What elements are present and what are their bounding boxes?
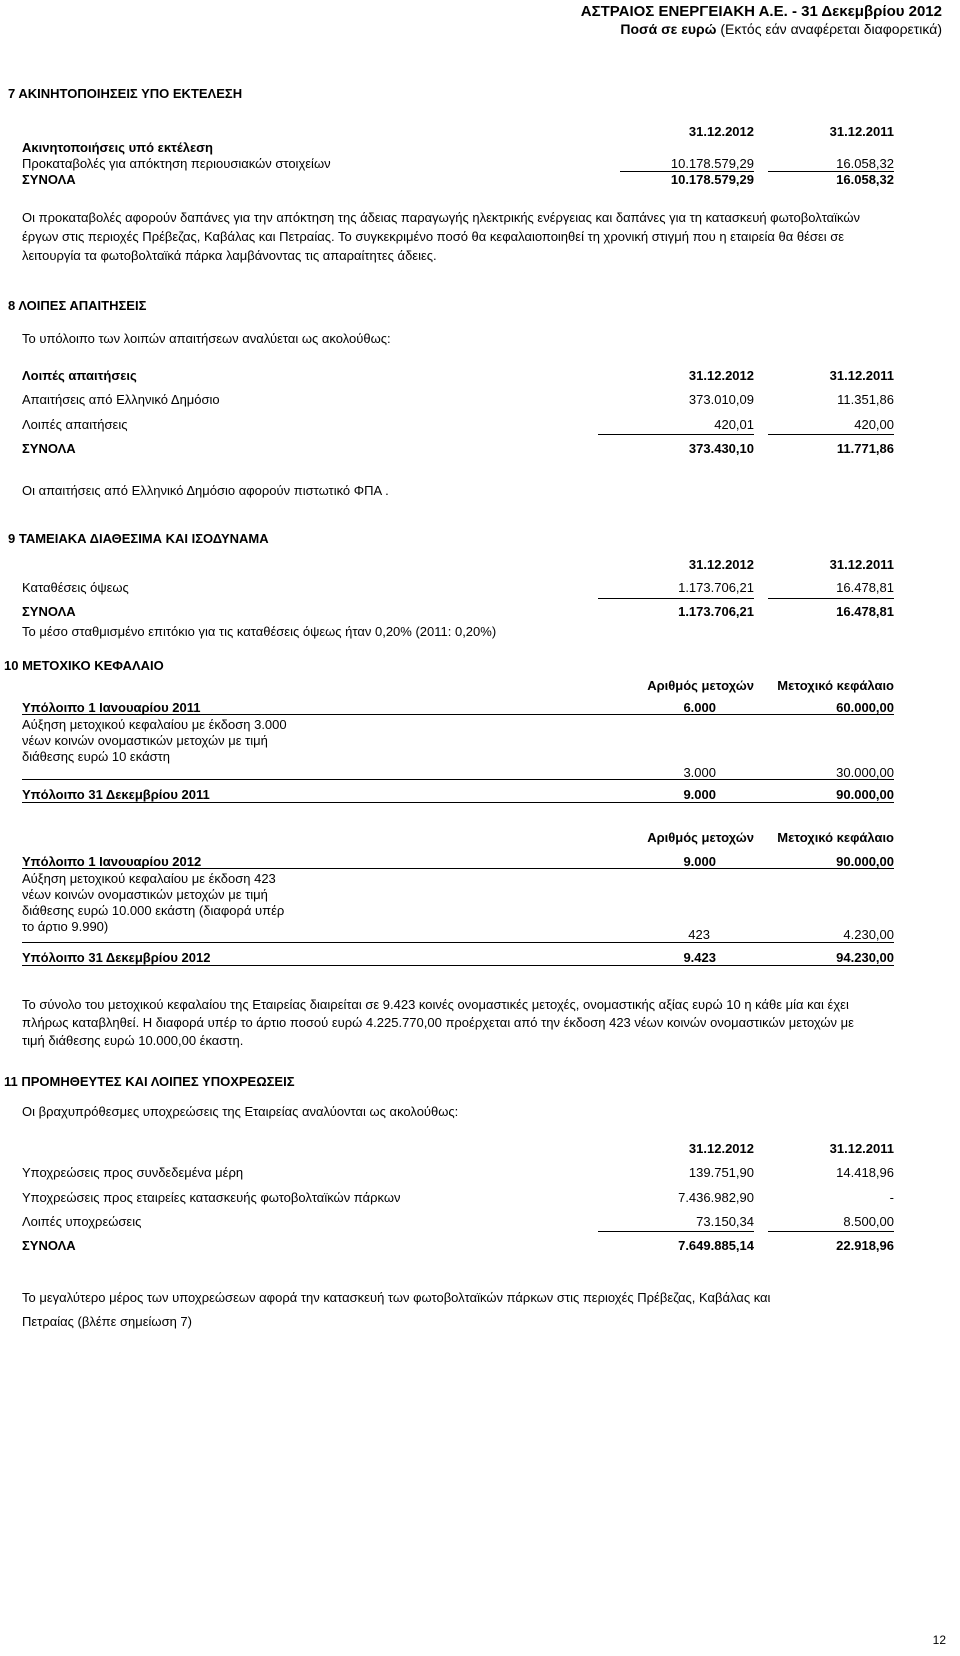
s7-total-v2: 16.058,32 [836, 172, 894, 187]
s8-col-2012: 31.12.2012 [688, 368, 754, 383]
s11-total-v2: 22.918,96 [836, 1238, 894, 1253]
s10-t2-inc-line2: νέων κοινών ονομαστικών μετοχών με τιμή [22, 887, 268, 902]
section-8-title: 8 ΛΟΙΠΕΣ ΑΠΑΙΤΗΣΕΙΣ [8, 298, 147, 313]
s11-row1-v1: 139.751,90 [688, 1165, 754, 1180]
s8-total-v2: 11.771,86 [836, 441, 894, 456]
s10-t1-inc-shares: 3.000 [683, 765, 716, 780]
s11-col-2012: 31.12.2012 [688, 1141, 754, 1156]
s10-t1-inc-rule [22, 779, 894, 780]
s9-total-rule-2 [768, 598, 894, 599]
s11-row2-v1: 7.436.982,90 [678, 1190, 754, 1205]
section-10-title: 10 ΜΕΤΟΧΙΚΟ ΚΕΦΑΛΑΙΟ [4, 658, 164, 673]
s7-total-label: ΣΥΝΟΛΑ [22, 172, 76, 187]
section-9-title: 9 ΤΑΜΕΙΑΚΑ ΔΙΑΘΕΣΙΜΑ ΚΑΙ ΙΣΟΔΥΝΑΜΑ [8, 531, 269, 546]
s7-row1-v2: 16.058,32 [836, 156, 894, 171]
s7-total-v1: 10.178.579,29 [670, 172, 754, 187]
s11-total-rule-2 [768, 1231, 894, 1232]
s11-row1-v2: 14.418,96 [836, 1165, 894, 1180]
s7-col-2012: 31.12.2012 [688, 124, 754, 139]
s11-col-2011: 31.12.2011 [829, 1141, 894, 1156]
s11-row3-v1: 73.150,34 [696, 1214, 754, 1229]
s8-row2-label: Λοιπές απαιτήσεις [22, 417, 128, 432]
s10-t1-inc-line3: διάθεσης ευρώ 10 εκάστη [22, 749, 170, 764]
s8-total-label: ΣΥΝΟΛΑ [22, 441, 76, 456]
s10-t1-col-shares: Αριθμός μετοχών [647, 678, 754, 693]
s11-row3-label: Λοιπές υποχρεώσεις [22, 1214, 142, 1229]
s10-t2-inc-line3: διάθεσης ευρώ 10.000 εκάστη (διαφορά υπέρ [22, 903, 285, 918]
currency-note [620, 22, 942, 37]
s8-col-2011: 31.12.2011 [829, 368, 894, 383]
s8-note: Οι απαιτήσεις από Ελληνικό Δημόσιο αφορούν πιστωτικό ΦΠΑ . [22, 483, 389, 498]
page-number: 12 [932, 1633, 946, 1647]
s10-t2-inc-line4: το άρτιο 9.990) [22, 919, 109, 934]
s7-para-line3: λειτουργία τα φωτοβολταϊκά πάρκα λαμβάνοντας τις απαραίτητες άδειες. [22, 248, 437, 263]
s10-t2-open-rule [22, 868, 894, 869]
s9-total-rule-1 [598, 598, 754, 599]
s10-t2-col-shares: Αριθμός μετοχών [647, 830, 754, 845]
s7-row1-label: Προκαταβολές για απόκτηση περιουσιακών στοιχείων [22, 156, 331, 171]
s10-t1-open-label: Υπόλοιπο 1 Ιανουαρίου 2011 [22, 700, 201, 715]
s10-t1-open-shares: 6.000 [683, 700, 716, 715]
company-header: ΑΣΤΡΑΙΟΣ ΕΝΕΡΓΕΙΑΚΗ Α.Ε. - 31 Δεκεμβρίου 2012 [580, 3, 942, 20]
s7-row1-v1: 10.178.579,29 [670, 156, 754, 171]
s10-t2-inc-shares: 423 [688, 927, 710, 942]
s10-para-line1: Το σύνολο του μετοχικού κεφαλαίου της Εταιρείας διαιρείται σε 9.423 κοινές ονομαστικές μετοχές, ονομαστικής αξίας ευρώ 10 η κάθε μία και έχει [22, 997, 849, 1012]
s7-para-line1: Οι προκαταβολές αφορούν δαπάνες για την απόκτηση της άδειας παραγωγής ηλεκτρικής ενέργειας και δαπάνες για τη κατασκευή φωτοβολταϊκών [22, 210, 861, 225]
s11-note-line1: Το μεγαλύτερο μέρος των υποχρεώσεων αφορά την κατασκευή των φωτοβολταϊκών πάρκων στις περιοχές Πρέβεζας, Καβάλας και [22, 1290, 771, 1305]
s10-t2-close-rule [22, 965, 894, 966]
s8-total-rule-2 [768, 434, 894, 435]
s10-t1-close-shares: 9.000 [683, 787, 716, 802]
s11-row1-label: Υποχρεώσεις προς συνδεδεμένα μέρη [22, 1165, 244, 1180]
s11-total-label: ΣΥΝΟΛΑ [22, 1238, 76, 1253]
s10-t1-close-label: Υπόλοιπο 31 Δεκεμβρίου 2011 [22, 787, 210, 802]
s10-t2-close-shares: 9.423 [683, 950, 716, 965]
s11-row2-label: Υποχρεώσεις προς εταιρείες κατασκευής φωτοβολταϊκών πάρκων [22, 1190, 401, 1205]
s9-total-v1: 1.173.706,21 [678, 604, 754, 619]
s10-t2-inc-capital: 4.230,00 [843, 927, 894, 942]
s8-total-v1: 373.430,10 [688, 441, 754, 456]
s9-total-label: ΣΥΝΟΛΑ [22, 604, 76, 619]
s11-note-line2: Πετραίας (βλέπε σημείωση 7) [22, 1314, 192, 1329]
s8-row1-v1: 373.010,09 [688, 392, 754, 407]
s9-row1-v1: 1.173.706,21 [678, 580, 754, 595]
s8-intro: Το υπόλοιπο των λοιπών απαιτήσεων αναλύεται ως ακολούθως: [22, 331, 391, 346]
s10-t2-col-capital: Μετοχικό κεφάλαιο [777, 830, 894, 845]
s10-t2-inc-line1: Αύξηση μετοχικού κεφαλαίου με έκδοση 423 [22, 871, 276, 886]
s10-t2-open-label: Υπόλοιπο 1 Ιανουαρίου 2012 [22, 854, 202, 869]
s7-para-line2: έργων στις περιοχές Πρέβεζας, Καβάλας και Πετραίας. Το συγκεκριμένο ποσό θα κεφαλαιοποιηθεί τη χρονική στιγμή που η εταιρεία θα θέσει σε [22, 229, 845, 244]
s9-col-2011: 31.12.2011 [829, 557, 894, 572]
s8-row2-v2: 420,00 [854, 417, 894, 432]
s9-col-2012: 31.12.2012 [688, 557, 754, 572]
s10-para-line2: πλήρως καταβληθεί. Η διαφορά υπέρ το άρτιο ποσού ευρώ 4.225.770,00 προέρχεται από την έκδοση 423 νέων κοινών ονομαστικών μετοχών με [22, 1015, 854, 1030]
s8-row2-v1: 420,01 [714, 417, 754, 432]
s8-table-title: Λοιπές απαιτήσεις [22, 368, 137, 383]
s10-t1-open-capital: 60.000,00 [836, 700, 894, 715]
s10-t1-col-capital: Μετοχικό κεφάλαιο [777, 678, 894, 693]
s7-col-2011: 31.12.2011 [829, 124, 894, 139]
s10-t2-open-capital: 90.000,00 [836, 854, 894, 869]
s11-total-rule-1 [598, 1231, 754, 1232]
s10-t2-close-label: Υπόλοιπο 31 Δεκεμβρίου 2012 [22, 950, 211, 965]
s10-t1-open-rule [22, 714, 894, 715]
s10-t1-inc-line2: νέων κοινών ονομαστικών μετοχών με τιμή [22, 733, 268, 748]
s10-t2-open-shares: 9.000 [683, 854, 716, 869]
s7-subtitle: Ακινητοποιήσεις υπό εκτέλεση [22, 140, 213, 155]
section-11-title: 11 ΠΡΟΜΗΘΕΥΤΕΣ ΚΑΙ ΛΟΙΠΕΣ ΥΠΟΧΡΕΩΣΕΙΣ [4, 1074, 295, 1089]
s11-row2-v2: - [889, 1190, 894, 1205]
s10-t2-close-capital: 94.230,00 [836, 950, 894, 965]
s9-row1-label: Καταθέσεις όψεως [22, 580, 129, 595]
section-7-title: 7 ΑΚΙΝΗΤΟΠΟΙΗΣΕΙΣ ΥΠΟ ΕΚΤΕΛΕΣΗ [8, 86, 243, 101]
s9-total-v2: 16.478,81 [836, 604, 894, 619]
s11-row3-v2: 8.500,00 [843, 1214, 894, 1229]
s8-row1-v2: 11.351,86 [837, 392, 894, 407]
s11-total-v1: 7.649.885,14 [678, 1238, 754, 1253]
s10-t1-close-rule [22, 802, 894, 803]
s10-t1-inc-capital: 30.000,00 [836, 765, 894, 780]
s9-note: Το μέσο σταθμισμένο επιτόκιο για τις καταθέσεις όψεως ήταν 0,20% (2011: 0,20%) [22, 624, 497, 639]
s10-para-line3: τιμή διάθεσης ευρώ 10.000,00 έκαστη. [22, 1033, 244, 1048]
s11-intro: Οι βραχυπρόθεσμες υποχρεώσεις της Εταιρείας αναλύονται ως ακολούθως: [22, 1104, 459, 1119]
currency-note-bold: Ποσά σε ευρώ [620, 21, 717, 37]
s10-t2-inc-rule [22, 942, 894, 943]
s10-t1-inc-line1: Αύξηση μετοχικού κεφαλαίου με έκδοση 3.000 [22, 717, 287, 732]
s10-t1-close-capital: 90.000,00 [836, 787, 894, 802]
s8-total-rule-1 [598, 434, 754, 435]
s9-row1-v2: 16.478,81 [836, 580, 894, 595]
currency-note-normal: (Εκτός εάν αναφέρεται διαφορετικά) [720, 21, 942, 37]
s8-row1-label: Απαιτήσεις από Ελληνικό Δημόσιο [22, 392, 220, 407]
